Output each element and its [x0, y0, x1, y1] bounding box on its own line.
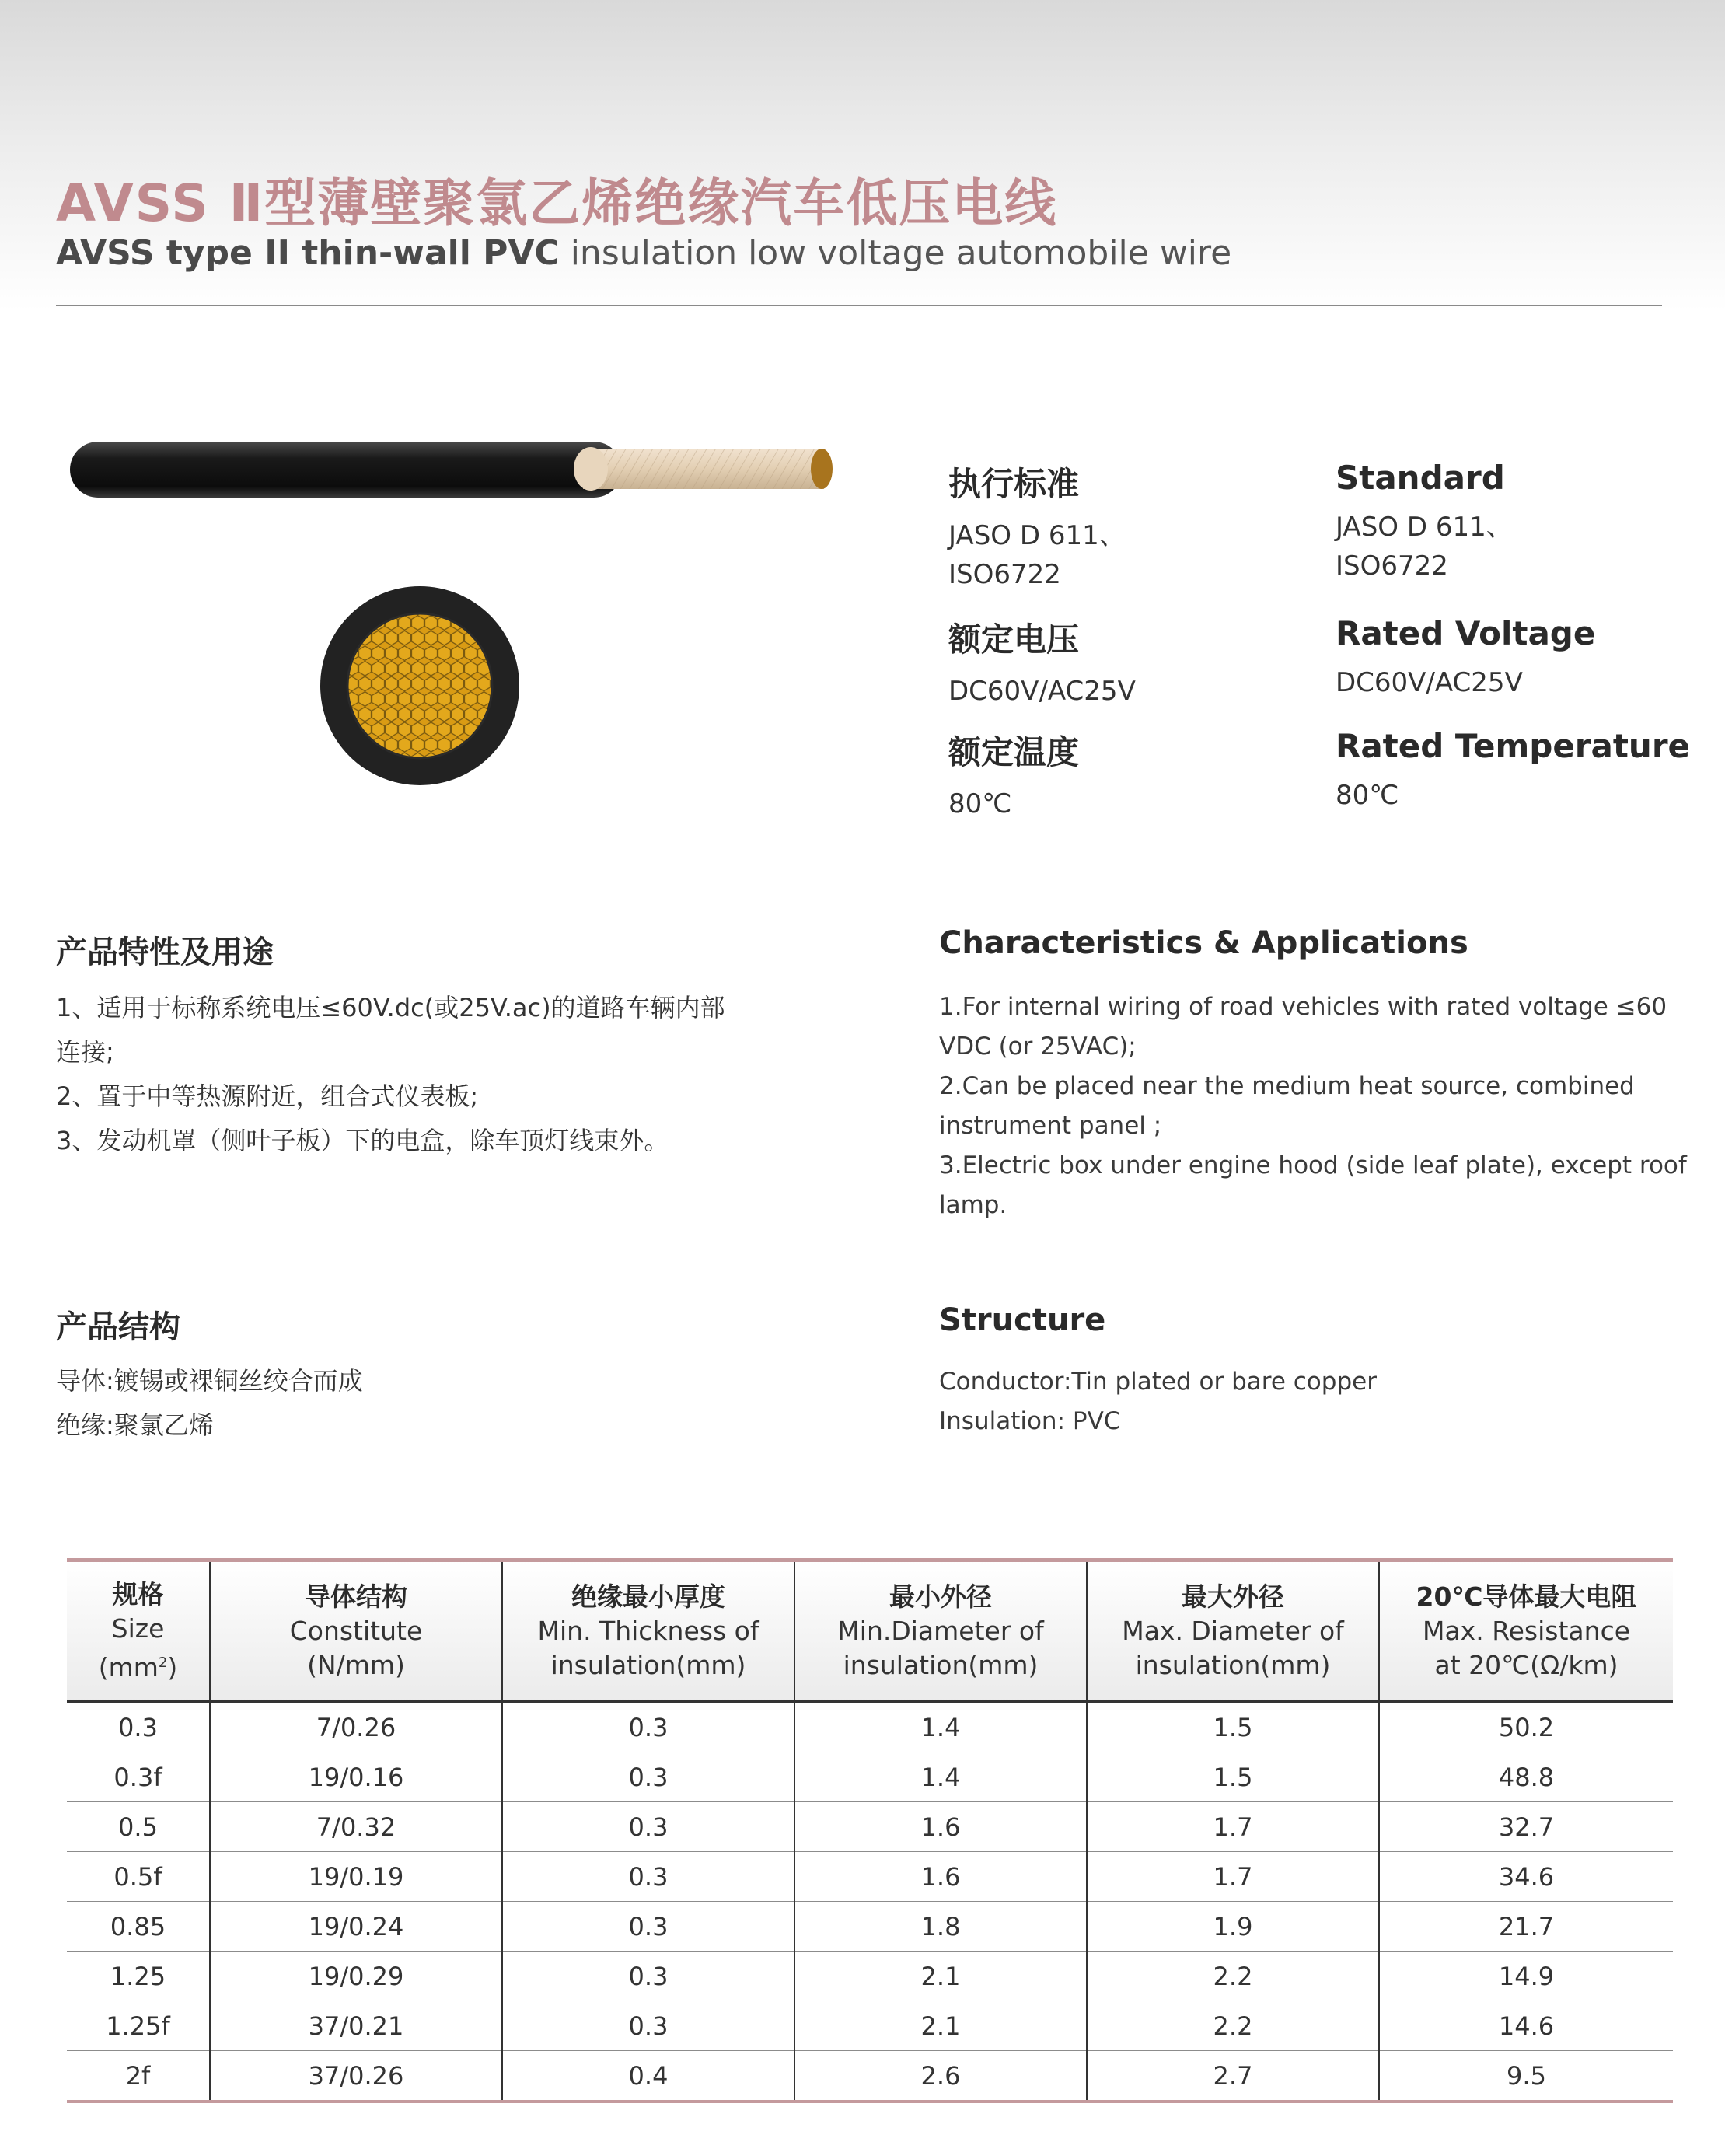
characteristics-line-cn: 连接;: [56, 1037, 114, 1067]
characteristics-line-cn: 2、置于中等热源附近，组合式仪表板;: [56, 1081, 479, 1111]
cell-min-thickness: 0.3: [502, 1902, 794, 1952]
standard-value-en: [1336, 508, 1513, 585]
unit-tail: ): [167, 1652, 178, 1683]
cell-min-thickness: 0.3: [502, 1952, 794, 2001]
standard-value-line1: JASO D 611、: [948, 520, 1126, 551]
structure-line-en: Conductor:Tin plated or bare copper: [939, 1368, 1377, 1396]
column-header-unit: [68, 1646, 208, 1685]
cell-min-thickness: 0.3: [502, 1752, 794, 1802]
column-header-unit: at 20℃(Ω/km): [1434, 1650, 1618, 1680]
cell-constitute: 7/0.26: [210, 1702, 502, 1752]
spec-table: [67, 1558, 1673, 2103]
cell-min-diameter: 1.4: [794, 1752, 1087, 1802]
characteristics-text-cn: [56, 986, 725, 1163]
characteristics-line-en: 2.Can be placed near the medium heat source, combined: [939, 1072, 1635, 1100]
structure-text-en: [939, 1362, 1377, 1441]
cell-min-thickness: 0.3: [502, 2001, 794, 2051]
standard-value-line2: ISO6722: [1336, 550, 1448, 582]
standard-block-en: [1336, 459, 1513, 585]
page-title-cn: AVSS Ⅱ型薄壁聚氯乙烯绝缘汽车低压电线: [56, 173, 1058, 233]
wire-cross-section-image: [319, 585, 521, 787]
column-header-en: Min. Thickness of: [537, 1616, 759, 1646]
column-header-en: Max. Resistance: [1422, 1616, 1631, 1646]
cell-size: 0.5f: [67, 1852, 210, 1902]
cell-max-resistance: 34.6: [1379, 1852, 1673, 1902]
characteristics-title-cn: 产品特性及用途: [56, 935, 274, 970]
cell-min-diameter: 1.4: [794, 1702, 1087, 1752]
voltage-value: DC60V/AC25V: [948, 676, 1136, 707]
column-header-cn: 绝缘最小厚度: [571, 1581, 725, 1612]
cell-max-diameter: 2.2: [1087, 1952, 1379, 2001]
cell-min-diameter: 2.1: [794, 1952, 1087, 2001]
column-header-unit: (N/mm): [307, 1650, 405, 1680]
cell-min-thickness: 0.3: [502, 1702, 794, 1752]
standard-value-line1: JASO D 611、: [1336, 512, 1513, 543]
characteristics-line-cn: 1、适用于标称系统电压≤60V.dc(或25V.ac)的道路车辆内部: [56, 993, 725, 1022]
voltage-title-cn: 额定电压: [948, 620, 1080, 659]
temperature-value: 80℃: [1336, 780, 1399, 811]
cell-constitute: 37/0.21: [210, 2001, 502, 2051]
table-header-row: [67, 1560, 1673, 1702]
column-header-unit: insulation(mm): [843, 1650, 1039, 1680]
cell-constitute: 19/0.29: [210, 1952, 502, 2001]
characteristics-line-en: 1.For internal wiring of road vehicles with rated voltage ≤60: [939, 993, 1667, 1021]
column-header-cn: 最小外径: [889, 1581, 992, 1612]
cell-size: 0.3f: [67, 1752, 210, 1802]
temperature-title-en: Rated Temperature: [1336, 727, 1691, 765]
spec-table-body: [67, 1702, 1673, 2102]
table-row: [67, 1852, 1673, 1902]
column-header-constitute: [210, 1560, 502, 1702]
table-row: [67, 2001, 1673, 2051]
characteristics-title-en: Characteristics & Applications: [939, 925, 1468, 961]
cell-min-diameter: 1.8: [794, 1902, 1087, 1952]
cell-min-thickness: 0.4: [502, 2051, 794, 2102]
column-header-en: Min.Diameter of: [837, 1616, 1044, 1646]
column-header-cn: 导体结构: [305, 1581, 407, 1612]
cell-max-resistance: 50.2: [1379, 1702, 1673, 1752]
column-header-cn: 规格: [112, 1579, 164, 1609]
characteristics-line-cn: 3、发动机罩（侧叶子板）下的电盒，除车顶灯线束外。: [56, 1126, 669, 1155]
cell-max-diameter: 1.7: [1087, 1802, 1379, 1852]
cell-max-resistance: 14.6: [1379, 2001, 1673, 2051]
structure-text-cn: [56, 1359, 363, 1448]
temperature-value: 80℃: [948, 788, 1012, 819]
voltage-value: DC60V/AC25V: [1336, 667, 1523, 698]
standard-value-cn: [948, 516, 1126, 594]
cell-constitute: 19/0.19: [210, 1852, 502, 1902]
structure-line-cn: 绝缘:聚氯乙烯: [56, 1410, 214, 1440]
column-header-en: Size: [111, 1613, 165, 1644]
cell-min-diameter: 2.6: [794, 2051, 1087, 2102]
table-row: [67, 1952, 1673, 2001]
cell-size: 2f: [67, 2051, 210, 2102]
header-divider: [56, 305, 1662, 306]
table-row: [67, 1902, 1673, 1952]
column-header-cn: 20℃导体最大电阻: [1416, 1581, 1637, 1612]
voltage-block-cn: [948, 614, 1136, 711]
cell-constitute: 19/0.16: [210, 1752, 502, 1802]
characteristics-line-en: 3.Electric box under engine hood (side leaf plate), except roof: [939, 1151, 1687, 1179]
column-header-max-resistance: [1379, 1560, 1673, 1702]
unit-text: (mm: [98, 1652, 159, 1683]
column-header-max-diameter: [1087, 1560, 1379, 1702]
temperature-title-cn: 额定温度: [948, 733, 1080, 771]
cell-max-diameter: 2.2: [1087, 2001, 1379, 2051]
cell-size: 0.85: [67, 1902, 210, 1952]
table-row: [67, 1802, 1673, 1852]
cell-min-thickness: 0.3: [502, 1802, 794, 1852]
characteristics-line-en: lamp.: [939, 1191, 1007, 1219]
column-header-min-diameter: [794, 1560, 1087, 1702]
column-header-unit: insulation(mm): [550, 1650, 746, 1680]
cell-size: 1.25: [67, 1952, 210, 2001]
standard-value-line2: ISO6722: [948, 559, 1061, 590]
column-header-unit: insulation(mm): [1135, 1650, 1331, 1680]
cell-min-diameter: 1.6: [794, 1852, 1087, 1902]
cell-max-resistance: 48.8: [1379, 1752, 1673, 1802]
structure-line-cn: 导体:镀锡或裸铜丝绞合而成: [56, 1366, 363, 1396]
characteristics-line-en: instrument panel ;: [939, 1112, 1162, 1140]
cell-max-resistance: 9.5: [1379, 2051, 1673, 2102]
characteristics-line-en: VDC (or 25VAC);: [939, 1033, 1137, 1061]
page-title-en: [56, 233, 1231, 273]
cell-size: 0.5: [67, 1802, 210, 1852]
column-header-en: Constitute: [289, 1616, 423, 1646]
cell-constitute: 37/0.26: [210, 2051, 502, 2102]
title-en-rest: insulation low voltage automobile wire: [559, 233, 1232, 273]
standard-block-cn: [948, 459, 1126, 594]
column-header-en: Max. Diameter of: [1122, 1616, 1344, 1646]
column-header-cn: 最大外径: [1182, 1581, 1284, 1612]
temperature-block-cn: [948, 727, 1079, 823]
table-row: [67, 2051, 1673, 2102]
title-en-bold: AVSS type II thin-wall PVC: [56, 233, 560, 273]
table-row: [67, 1752, 1673, 1802]
cell-max-resistance: 14.9: [1379, 1952, 1673, 2001]
voltage-title-en: Rated Voltage: [1336, 614, 1596, 652]
structure-title-en: Structure: [939, 1302, 1106, 1338]
wire-side-view-image: [70, 432, 840, 509]
cell-constitute: 19/0.24: [210, 1902, 502, 1952]
structure-title-cn: 产品结构: [56, 1309, 180, 1345]
cell-max-diameter: 1.9: [1087, 1902, 1379, 1952]
cell-max-resistance: 21.7: [1379, 1902, 1673, 1952]
cell-max-resistance: 32.7: [1379, 1802, 1673, 1852]
cell-constitute: 7/0.32: [210, 1802, 502, 1852]
cell-size: 1.25f: [67, 2001, 210, 2051]
cell-max-diameter: 1.5: [1087, 1702, 1379, 1752]
cell-max-diameter: 1.5: [1087, 1752, 1379, 1802]
cell-min-thickness: 0.3: [502, 1852, 794, 1902]
cell-size: 0.3: [67, 1702, 210, 1752]
structure-line-en: Insulation: PVC: [939, 1407, 1121, 1435]
characteristics-text-en: [939, 987, 1687, 1225]
table-row: [67, 1702, 1673, 1752]
standard-title-en: Standard: [1336, 459, 1505, 497]
cell-max-diameter: 1.7: [1087, 1852, 1379, 1902]
voltage-block-en: [1336, 614, 1595, 702]
temperature-block-en: [1336, 727, 1690, 815]
cell-min-diameter: 1.6: [794, 1802, 1087, 1852]
cell-min-diameter: 2.1: [794, 2001, 1087, 2051]
column-header-size: [67, 1560, 210, 1702]
cell-max-diameter: 2.7: [1087, 2051, 1379, 2102]
unit-superscript: 2: [158, 1655, 168, 1671]
column-header-min-thickness: [502, 1560, 794, 1702]
standard-title-cn: 执行标准: [948, 465, 1080, 503]
